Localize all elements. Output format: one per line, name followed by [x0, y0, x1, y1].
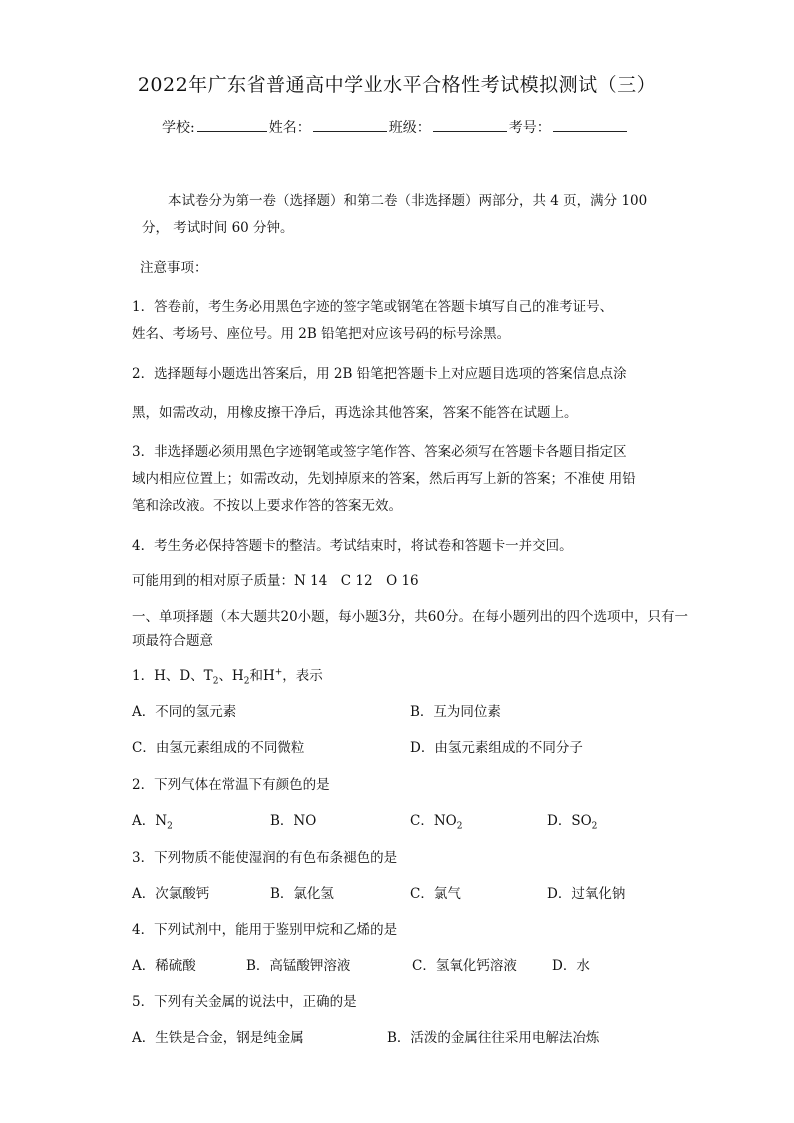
q1-option-c: C．由氢元素组成的不同微粒: [132, 740, 305, 756]
q3-option-a: A．次氯酸钙: [132, 886, 210, 902]
exam-no-label: 考号：: [508, 120, 551, 136]
q1-superscript: +: [274, 667, 283, 678]
intro-line-2: 分， 考试时间 60 分钟。: [142, 220, 294, 236]
q1-stem-part: 1．H、D、T: [132, 668, 213, 684]
note-3-line-2: 域内相应位置上；如需改动，先划掉原来的答案，然后再写上新的答案；不准使 用铅: [132, 471, 636, 487]
section-1-line-2: 项最符合题意: [132, 633, 213, 649]
q2-option-c-subscript: 2: [456, 821, 463, 832]
q1-subscript: 2: [212, 676, 219, 687]
q4-option-c: C．氢氧化钙溶液: [412, 958, 517, 974]
question-3-stem: 3．下列物质不能使湿润的有色布条褪色的是: [132, 850, 398, 866]
note-1-line-1: 1．答卷前，考生务必用黑色字迹的签字笔或钢笔在答题卡填写自己的准考证号、: [132, 299, 614, 315]
class-blank: [433, 117, 507, 132]
note-2-line-1: 2．选择题每小题选出答案后，用 2B 铅笔把答题卡上对应题目选项的答案信息点涂: [132, 366, 627, 382]
note-3-line-3: 笔和涂改液。不按以上要求作答的答案无效。: [132, 498, 402, 514]
q1-option-a: A．不同的氢元素: [132, 704, 237, 720]
q4-option-d: D．水: [552, 958, 590, 974]
question-1-stem: [132, 666, 323, 686]
q2-option-a-text: A．N: [132, 813, 168, 829]
q1-stem-part: 、H: [218, 668, 244, 684]
intro-line-1: 本试卷分为第一卷（选择题）和第二卷（非选择题）两部分，共 4 页，满分 100: [168, 193, 648, 209]
atomic-mass-line: 可能用到的相对原子质量：N 14 C 12 O 16: [132, 573, 419, 589]
name-label: 姓名：: [268, 120, 311, 136]
name-blank: [313, 117, 387, 132]
question-4-stem: 4．下列试剂中，能用于鉴别甲烷和乙烯的是: [132, 922, 398, 938]
q1-option-b: B．互为同位素: [410, 704, 501, 720]
q5-option-a: A．生铁是合金，钢是纯金属: [132, 1030, 304, 1046]
q2-option-d-text: D．SO: [547, 813, 592, 829]
note-3-line-1: 3．非选择题必须用黑色字迹钢笔或签字笔作答、答案必须写在答题卡各题目指定区: [132, 444, 627, 460]
q1-subscript: 2: [243, 676, 250, 687]
q2-option-a: [132, 811, 173, 831]
class-label: 班级：: [388, 120, 431, 136]
q2-option-d: [547, 811, 597, 831]
q2-option-d-subscript: 2: [591, 821, 598, 832]
q2-option-c-text: C．NO: [410, 813, 457, 829]
q4-option-a: A．稀硫酸: [132, 958, 196, 974]
question-2-stem: 2．下列气体在常温下有颜色的是: [132, 777, 330, 793]
note-1-line-2: 姓名、考场号、座位号。用 2B 铅笔把对应该号码的标号涂黑。: [132, 326, 511, 342]
q3-option-c: C．氯气: [410, 886, 461, 902]
question-5-stem: 5．下列有关金属的说法中，正确的是: [132, 994, 357, 1010]
student-info-row: [162, 117, 629, 137]
q5-option-b: B．活泼的金属往往采用电解法冶炼: [387, 1030, 600, 1046]
exam-no-blank: [553, 117, 627, 132]
note-4: 4．考生务必保持答题卡的整洁。考试结束时，将试卷和答题卡一并交回。: [132, 538, 573, 554]
q2-option-a-subscript: 2: [167, 821, 173, 832]
notes-heading: 注意事项：: [140, 260, 208, 276]
school-label: 学校:: [162, 120, 195, 136]
q4-option-b: B．高锰酸钾溶液: [246, 958, 351, 974]
q2-option-b: B．NO: [270, 813, 317, 829]
school-blank: [197, 117, 267, 132]
section-1-line-1: 一、单项择题（本大题共20小题，每小题3分，共60分。在每小题列出的四个选项中，只有一: [132, 609, 688, 625]
q3-option-b: B．氯化氢: [270, 886, 334, 902]
note-2-line-2: 黑，如需改动，用橡皮擦干净后，再选涂其他答案，答案不能答在试题上。: [132, 405, 578, 421]
q3-option-d: D．过氧化钠: [547, 886, 626, 902]
q2-option-c: [410, 811, 462, 831]
page-title: 2022年广东省普通高中学业水平合格性考试模拟测试（三）: [137, 74, 657, 96]
q1-option-d: D．由氢元素组成的不同分子: [410, 740, 583, 756]
q1-stem-part: ，表示: [282, 668, 323, 684]
q1-stem-part: 和H: [249, 668, 275, 684]
